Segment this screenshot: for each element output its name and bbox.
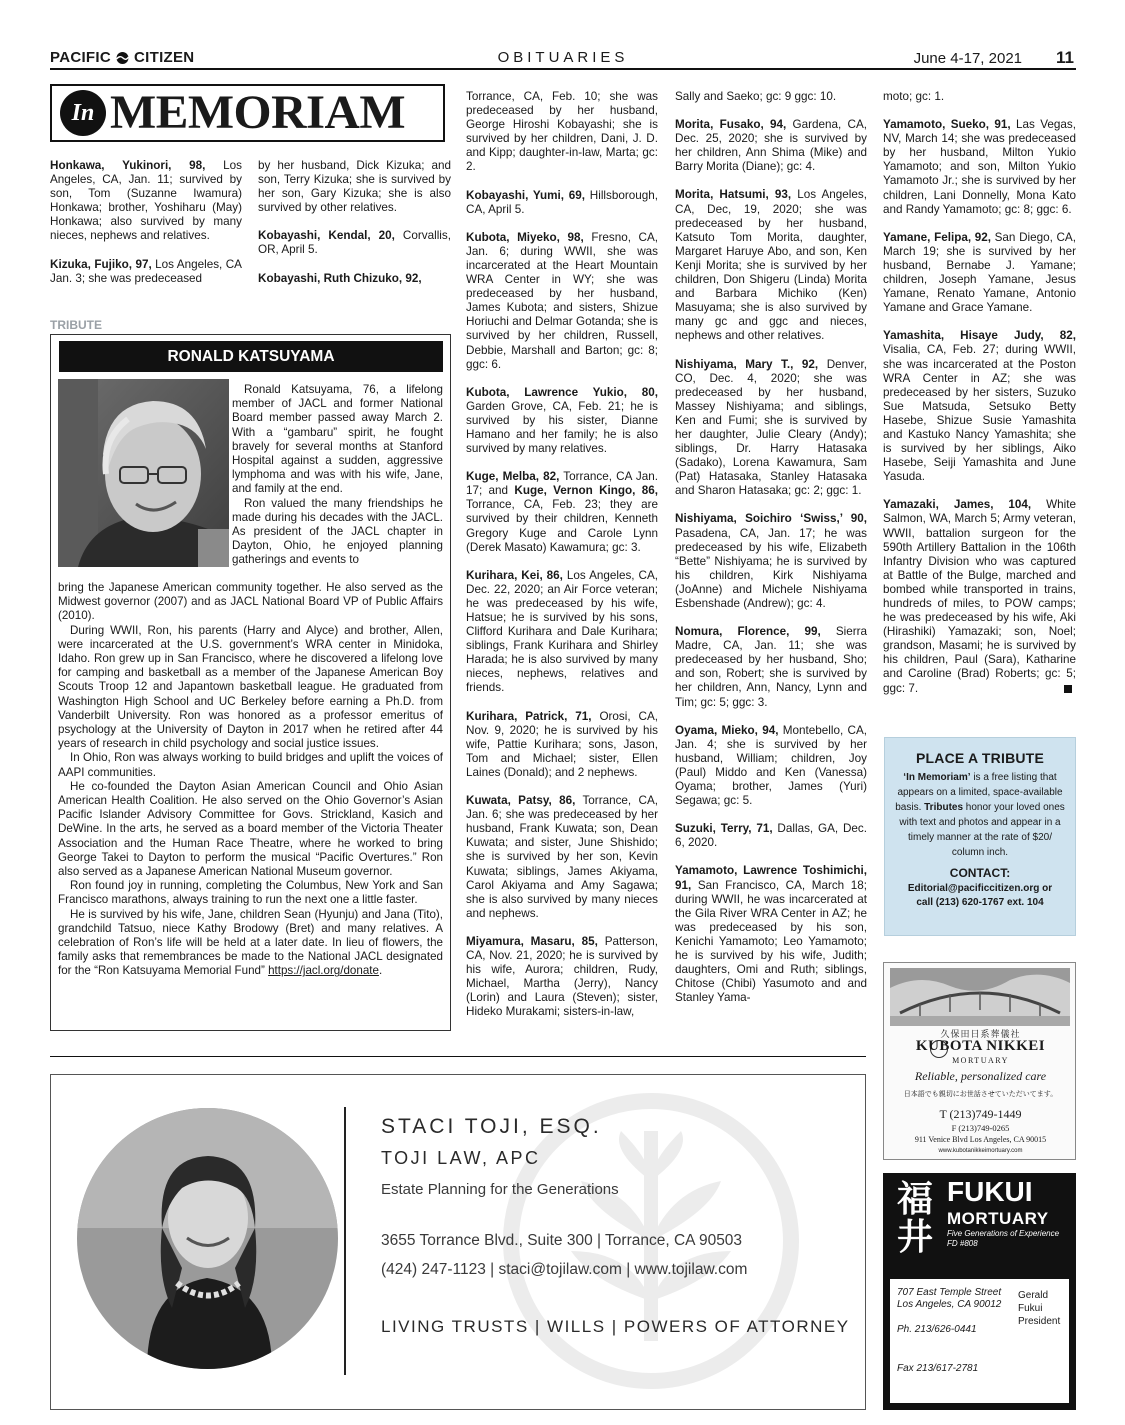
page-number: 11	[1056, 48, 1074, 67]
obituary-entry: Yamazaki, James, 104, White Salmon, WA, March 5; Army veteran, WWII, battalion surgeon for the 590th Artillery Battalion in the 106th Infantry Division who was captured at Battle of the Bulge, marched and bombed while transported in trains, hundreds of miles, to POW camps; he was predeceased by his wife, Aki (Hirashiki) Yamazaki; son, Noel; grandson, Masami; he is survived by his children, Paul (Sara), Katharine and Caroline (Brad) Roberts; gc: 5; ggc: 7.	[883, 498, 1076, 695]
tribute-paragraph: Ron found joy in running, completing the Columbus, New York and San Francisco marathons, always training to run the next one a little faster.	[58, 879, 443, 907]
in-badge: In	[60, 90, 106, 136]
tribute-text-full	[58, 581, 443, 979]
obituary-entry: Suzuki, Terry, 71, Dallas, GA, Dec. 6, 2020.	[675, 822, 867, 850]
tribute-box	[50, 334, 451, 1031]
section-divider	[50, 1056, 866, 1057]
obituary-entry: Kubota, Miyeko, 98, Fresno, CA, Jan. 6; during WWII, she was incarcerated at the Heart Mountain WRA Center in WY; she was predeceased by her husband, James Kubota; and sisters, Shizue Horiuchi and Delmar Gotanda; she is survived by her children, Russell, Debbie, Marshall and Barton; gc: 8; ggc: 6.	[466, 230, 658, 371]
obituary-entry: Yamamoto, Sueko, 91, Las Vegas, NV, March 14; she was predeceased by her husband, Milton Yukio Yamamoto; and son, Milton Yukio Yamamoto Jr.; she is survived by her children, Lani Donnelly, Mona Kato and Randy Yamamoto; gc: 8; ggc: 6.	[883, 118, 1076, 216]
tribute-paragraph-final: He is survived by his wife, Jane, children Sean (Hyunju) and Jana (Tito), grandchild Tatsuo, niece Kathy Brodowy (Bret) and many relatives. A celebration of Ron’s life will be held at a later date. In lieu of flowers, the family asks that remembrances be made to the National JACL designated for the “Ron Katsuyama Memorial Fund” https://jacl.org/donate.	[58, 907, 443, 978]
kubota-mortuary-label: MORTUARY	[952, 1056, 1009, 1065]
kubota-japanese-name: 久保田日系葬儀社	[940, 1029, 1021, 1039]
fukui-fax: Fax 213/617-2781	[897, 1363, 979, 1374]
in-memoriam-masthead	[50, 84, 445, 142]
tribute-paragraph: Ron valued the many friendships he made during his decades with the JACL. As president of the JACL chapter in Dayton, Ohio, he enjoyed planning gatherings and events to	[232, 496, 443, 567]
obituary-continued: Torrance, CA, Feb. 10; she was predeceased by her husband, George Hiroshi Kobayashi; she is survived by her children, Dani, J. D. and Kipp; daughter-in-law, Marta; gc: 2.	[466, 90, 658, 174]
obituary-entry: Miyamura, Masaru, 85, Patterson, CA, Nov. 21, 2020; he is survived by his wife, Aurora; children, Rudy, Michael, Martha (Jerry), Nancy (Lorin) and Laura (Steven); sister, Hideko Murakami; sisters-in-law,	[466, 934, 658, 1019]
garden-bridge-image	[890, 968, 1070, 1026]
obituary-column-1	[50, 159, 242, 300]
tribute-section-label: TRIBUTE	[50, 318, 102, 332]
obituary-entry: Nishiyama, Soichiro ‘Swiss,’ 90, Pasadena, CA, Jan. 17; he was predeceased by his wife, Elizabeth “Bette” Nishiyama; he is survived by his children, Kirk Nishiyama (JoAnne) and Michele Nishiyama Esbenshade (Andrew); gc: 4.	[675, 512, 867, 610]
fukui-president: Gerald Fukui President	[1018, 1290, 1061, 1327]
obituary-entry: Kurihara, Kei, 86, Los Angeles, CA, Dec. 22, 2020; an Air Force veteran; he was predeceased by his wife, Hatsue; he is survived by his sons, Clifford Kurihara and Dale Kurihara; siblings, Frank Kurihara and Shirley Harada; he is also survived by many nieces, nephews, relatives and friends.	[466, 568, 658, 695]
contact-details: Editorial@pacificcitizen.org or call (213) 620-1767 ext. 104	[907, 883, 1053, 908]
contact-phone: call (213) 620-1767 ext. 104	[916, 897, 1044, 908]
tribute-name-header: RONALD KATSUYAMA	[59, 341, 443, 372]
obituary-entry: Kobayashi, Ruth Chizuko, 92,	[258, 271, 422, 285]
obituary-entry: Yamashita, Hisaye Judy, 82, Visalia, CA, Feb. 27; during WWII, she was incarcerated at the Poston WRA Center in AZ; she was predeceased by her sisters, Suzuko Sue Matsuda, Setsuko Betty Hasebe, Shizue Susie Yamashita and Kastuko Nancy Yamashita; she is survived by her siblings, Aiko Hasebe, Seiji Yamashita and June Yasuda.	[883, 329, 1076, 484]
kubota-fax: F (213)749-0265	[951, 1123, 1010, 1133]
obituary-entry: Yamamoto, Lawrence Toshimichi, 91, San Francisco, CA, March 18; during WWII, he was incarcerated at the Gila River WRA Center in AZ; he was predeceased by his son, Kenichi Yamamoto; Leo Yamamoto; he is survived by his wife, Judith; daughters, Omi and Ruth; siblings, Chitose (Chibi) Yasumoto and and Stanley Yama-	[675, 864, 867, 1005]
obituary-entry: Kubota, Lawrence Yukio, 80, Garden Grove, CA, Feb. 21; he is survived by his sister, Dianne Hamano and her family; he is also survived by many relatives.	[466, 385, 658, 456]
kubota-mortuary-ad[interactable]	[883, 962, 1076, 1160]
obituary-continued: Sally and Saeko; gc: 9 ggc: 10.	[675, 90, 837, 103]
tribute-paragraph: bring the Japanese American community together. He also served as the Midwest governor (2007) and as JACL National Board VP of Public Affairs (2010).	[58, 581, 443, 623]
law-firm-name: TOJI LAW, APC	[381, 1148, 541, 1168]
tribute-paragraph: During WWII, Ron, his parents (Harry and Alyce) and brother, Allen, were incarcerated at the U.S. government’s WRA center in Minidoka, Idaho. Ron grew up in San Francisco, where he discovered a lifelong love for camping and basketball as a member of the Japanese American Boy Scouts Troop 12 and Japantown basketball league. He graduated from Washington High School and UC Berkeley before earning a Ph.D. from Vanderbilt University. Ron was honored as a professor emeritus of psychology at the University of Dayton in 2017 when he retired after 44 years of research in child psychology and social justice issues.	[58, 623, 443, 751]
obituary-entry: Kuwata, Patsy, 86, Torrance, CA, Jan. 6; she was predeceased by her husband, Frank Kuwata; son, Dean Kuwata; and sister, June Shishido; she is survived by her son, Kevin Kuwata; siblings, James Akiyama, Carol Akiyama and Amy Sagawa; she is also survived by many nieces and nephews.	[466, 794, 659, 920]
place-tribute-body: ‘In Memoriam’ is a free listing that appears on a limited, space-available basis. Tributes honor your loved ones with text and photos and appear in a timely manner at the rate of $20/ column inch.	[895, 772, 1065, 858]
tribute-text-side	[232, 383, 443, 568]
place-a-tribute-box	[884, 737, 1076, 936]
kubota-address: 911 Venice Blvd Los Angeles, CA 90015	[914, 1135, 1047, 1144]
fukui-license: FD #808	[947, 1239, 978, 1248]
fukui-mortuary-label: MORTUARY	[947, 1209, 1049, 1228]
obituary-entry: Morita, Fusako, 94, Gardena, CA, Dec. 25, 2020; she is survived by her children, Ann Shima (Mike) and Barry Morita (Diane); gc: 4.	[675, 118, 867, 174]
logo-text-right: CITIZEN	[134, 49, 195, 66]
obituary-entry: Kobayashi, Yumi, 69, Hillsborough, CA, April 5.	[466, 188, 658, 216]
kubota-website: www.kubotanikkeimortuary.com	[938, 1148, 1023, 1154]
kubota-tagline: Reliable, personalized care	[914, 1069, 1047, 1083]
fukui-experience: Five Generations of Experience	[947, 1229, 1060, 1238]
obituary-entry: Nishiyama, Mary T., 92, Denver, CO, Dec. 4, 2020; she was predeceased by her husband, Massey Nishiyama; and siblings, Ken and Fumi; she is survived by her daughter, Julie Cleary (Andy); siblings, Dr. Harry Hatasaka (Sadako), Lorena Kawamura, Sam (Pat) Hatasaka, Stanley Hatasaka and Sharon Hatasaka; gc: 2; ggc: 1.	[675, 357, 867, 498]
fukui-mortuary-ad[interactable]	[883, 1173, 1076, 1410]
kubota-telephone: T (213)749-1449	[939, 1107, 1022, 1121]
fukui-kanji: 福 井	[896, 1179, 933, 1258]
obituary-column-3	[466, 90, 658, 1033]
end-mark-icon	[1064, 685, 1072, 693]
contact-email-link[interactable]: Editorial@pacificcitizen.org	[907, 883, 1040, 894]
obituary-entry: Kuge, Melba, 82, Torrance, CA Jan. 17; and Kuge, Vernon Kingo, 86, Torrance, CA, Feb. 23; they are survived by their children, Kenneth Gregory Kuge and Carole Lynn (Derek Masato) Kawamura; gc: 3.	[466, 470, 658, 554]
donate-link[interactable]: https://jacl.org/donate	[268, 964, 379, 978]
firm-tagline: Estate Planning for the Generations	[381, 1181, 619, 1198]
firm-address: 3655 Torrance Blvd., Suite 300 | Torrance, CA 90503	[381, 1232, 743, 1249]
issue-date: June 4-17, 2021	[913, 50, 1022, 67]
contact-label: CONTACT:	[949, 866, 1011, 880]
attorney-name: STACI TOJI, ESQ.	[381, 1115, 602, 1138]
firm-services: LIVING TRUSTS | WILLS | POWERS OF ATTORNEY	[381, 1317, 850, 1336]
tribute-paragraph: He co-founded the Dayton Asian American Council and Ohio Asian American Health Coalition. He also served on the Ohio Governor’s Asian Pacific Islander Advisory Committee for Govs. Strickland, Kasich and DeWine. In the arts, he served as a board member of the Victoria Theater Association and the Human Race Theatre, where he worked to bring George Takei to Dayton to perform the musical “Pacific Overtures.” Ron also served as a Japanese American National Museum governor.	[58, 779, 443, 879]
logo-text-left: PACIFIC	[50, 49, 111, 66]
obituary-entry: Morita, Hatsumi, 93, Los Angeles, CA, Dec, 19, 2020; she was predeceased by her husband, Katsuto Tom Morita, daughter, Margaret Haruye Abo, and son, Ken Kenji Morita; she is survived by her children, Don Shigeru (Linda) Morita and Barbara Michiko (Ken) Masuyama; she is also survived by many gc and ggc and nieces, nephews and other relatives.	[675, 188, 867, 343]
page-header	[50, 48, 1076, 70]
obituary-entry: Oyama, Mieko, 94, Montebello, CA, Jan. 4; she is survived by her husband, William; children, Joy (Paul) Middo and Ken (Vanessa) Oyama; brother, James (Yuri) Segawa; gc: 5.	[675, 723, 867, 808]
obituary-entry: Nomura, Florence, 99, Sierra Madre, CA, Jan. 11; she was predeceased by her husband, Sho; and son, Robert; she is survived by her children, Ann, Nancy, Lynn and Tim; gc: 5; ggc: 3.	[675, 625, 867, 709]
obituary-entry: Honkawa, Yukinori, 98, Los Angeles, CA, Jan. 11; survived by son, Tom (Suzanne Iwamura) Honkawa; brother, Yoshiharu (May) Honkawa; also survived by many nieces, nephews and relatives.	[50, 159, 242, 243]
tribute-paragraph: In Ohio, Ron was always working to build bridges and uplift the voices of AAPI communities.	[58, 751, 443, 779]
obituary-column-5	[883, 90, 1076, 710]
obituary-column-2	[258, 159, 451, 300]
fukui-contact-panel	[890, 1279, 1069, 1403]
memoriam-title: MEMORIAM	[110, 86, 406, 139]
tribute-portrait-photo	[58, 379, 229, 567]
ad-divider	[344, 1107, 346, 1375]
obituary-entry: Kobayashi, Kendal, 20, Corvallis, OR, April 5.	[258, 229, 451, 257]
section-title: OBITUARIES	[497, 49, 629, 66]
attorney-portrait-photo	[77, 1108, 338, 1369]
toji-law-ad[interactable]	[50, 1074, 866, 1410]
fukui-name: FUKUI	[947, 1176, 1033, 1207]
kubota-name: KUBOTA NIKKEI	[915, 1038, 1046, 1054]
kubota-japanese-note: 日本語でも親切にお世話させていただいてます。	[903, 1091, 1058, 1098]
place-tribute-title: PLACE A TRIBUTE	[916, 750, 1044, 766]
obituary-continued: moto; gc: 1.	[883, 90, 945, 103]
obituary-entry: Kurihara, Patrick, 71, Orosi, CA, Nov. 9, 2020; he is survived by his wife, Pattie Kurihara; sons, Jason, Tom and Michael; sister, Ellen Laines (Donald); and 2 nephews.	[466, 709, 658, 779]
firm-contact: (424) 247-1123 | staci@tojilaw.com | www.tojilaw.com	[381, 1261, 748, 1278]
tribute-paragraph: Ronald Katsuyama, 76, a lifelong member of JACL and former National Board member passed away March 2. With a “gambaru” spirit, he fought bravely for several months at Stanford Hospital against a sudden, aggressive lymphoma and was with his wife, Jane, and family at the end.	[232, 383, 443, 496]
fukui-address: 707 East Temple Street Los Angeles, CA 90012	[897, 1287, 1002, 1310]
obituary-entry: Yamane, Felipa, 92, San Diego, CA, March 19; she is survived by her husband, Bernabe J. Yamane; children, Joseph Yamane, Jesus Yamane, Renato Yamane, Antonio Yamane and Grace Yamane.	[883, 230, 1076, 315]
obituary-continued: by her husband, Dick Kizuka; and son, Terry Kizuka; she is survived by her son, Gary Kizuka; she is also survived by other relatives.	[258, 159, 451, 215]
obituary-entry: Kizuka, Fujiko, 97, Los Angeles, CA Jan. 3; she was predeceased	[50, 257, 242, 285]
obituary-column-4	[675, 90, 867, 1019]
fukui-phone: Ph. 213/626-0441	[897, 1324, 977, 1335]
